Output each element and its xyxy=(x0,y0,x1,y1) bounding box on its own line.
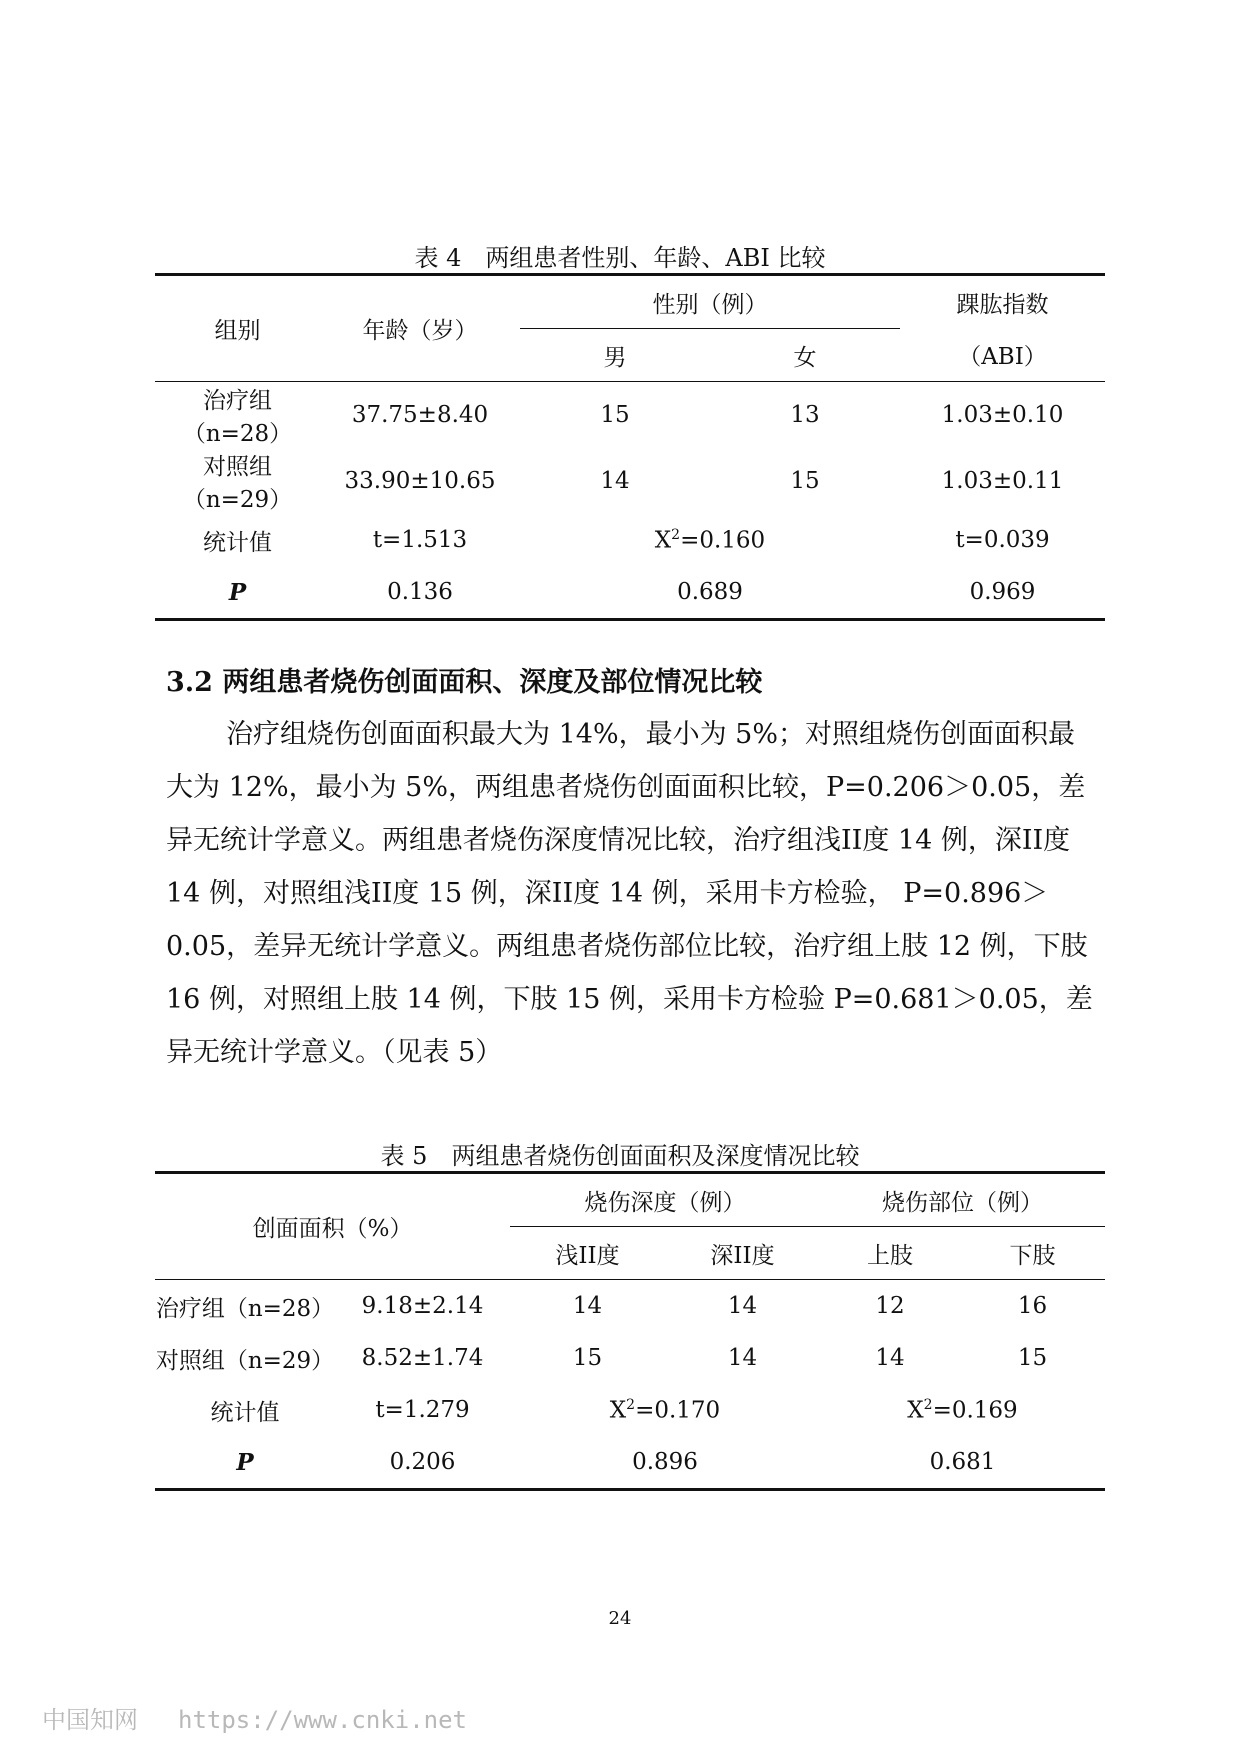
table-row xyxy=(155,1280,1105,1333)
table5 xyxy=(155,1171,1105,1491)
table4-row1-group: 治疗组（n=28） xyxy=(155,382,320,449)
table-row xyxy=(155,514,1105,566)
table4-header-female: 女 xyxy=(793,344,817,371)
table4-header-male: 男 xyxy=(603,344,627,371)
section-heading: 3.2 两组患者烧伤创面面积、深度及部位情况比较 xyxy=(166,667,763,698)
table4-caption: 表 4 两组患者性别、年龄、ABI 比较 xyxy=(414,244,826,272)
table-row xyxy=(155,1384,1105,1436)
watermark-site-name: 中国知网 xyxy=(42,1706,138,1734)
table5-row2-deep: 14 xyxy=(727,1345,758,1371)
table4-p-label: P xyxy=(228,578,247,606)
table5-row2-group: 对照组（n=29） xyxy=(155,1347,335,1374)
table4-header-group: 组别 xyxy=(214,318,261,344)
table5-stat-depth: $X^2=0.170$ xyxy=(609,1396,721,1424)
table5-row2-lower: 15 xyxy=(1017,1345,1048,1371)
table5-stat-area: t=1.279 xyxy=(375,1397,470,1423)
table-row xyxy=(155,566,1105,620)
table5-p-depth: 0.896 xyxy=(632,1449,698,1475)
table-row xyxy=(155,1332,1105,1384)
table4-stat-sex: $X^2=0.160$ xyxy=(654,526,766,554)
table4-row1-male: 15 xyxy=(520,382,710,449)
section-paragraph: 治疗组烧伤创面面积最大为 14%，最小为 5%；对照组烧伤创面面积最大为 12%，最小为 5%，两组患者烧伤创面面积比较，P=0.206＞0.05，差异无统计学意义。两组患者烧伤深度情况比较，治疗组浅II度 14 例，深II度 14 例，对照组浅II度 15 例，深II度 14 例，采用卡方检验， P=0.896＞0.05，差异无统计学意义。两组患者烧伤部位比较，治疗组上肢 12 例，下肢 16 例，对照组上肢 14 例，下肢 15 例，采用卡方检验 P=0.681＞0.05，差异无统计学意义。（见表 5） xyxy=(166,719,1093,1068)
table4-p-age: 0.136 xyxy=(387,579,453,605)
table5-p-area: 0.206 xyxy=(389,1449,456,1475)
table5-stat-site: $X^2=0.169$ xyxy=(907,1396,1018,1424)
table4-row2-abi: 1.03±0.11 xyxy=(941,468,1064,494)
table5-row1-area: 9.18±2.14 xyxy=(335,1280,510,1333)
table5-header-area: 创面面积（%） xyxy=(252,1216,413,1242)
table4-row2-female: 15 xyxy=(790,468,820,494)
table5-header-lower: 下肢 xyxy=(1009,1242,1056,1269)
page-number: 24 xyxy=(608,1608,632,1629)
table5-header-shallow: 浅II度 xyxy=(555,1242,620,1269)
table4-header-age: 年龄（岁） xyxy=(362,318,478,344)
table-row xyxy=(155,382,1105,449)
table5-header-depth: 烧伤深度（例） xyxy=(510,1173,820,1227)
table5-header-deep: 深II度 xyxy=(710,1242,775,1269)
table-row xyxy=(155,1436,1105,1490)
table4-row2-male: 14 xyxy=(600,468,630,494)
table5-row1-lower: 16 xyxy=(960,1280,1105,1333)
table5-row2-area: 8.52±1.74 xyxy=(361,1345,484,1371)
section-body xyxy=(166,708,1096,1079)
table5-row1-shallow: 14 xyxy=(510,1280,665,1333)
table4-p-abi: 0.969 xyxy=(969,579,1036,605)
table-row xyxy=(155,448,1105,514)
table4-stat-label: 统计值 xyxy=(203,529,272,556)
table4-p-sex: 0.689 xyxy=(677,579,743,605)
watermark-url: https://www.cnki.net xyxy=(178,1706,467,1734)
table5-stat-label: 统计值 xyxy=(210,1399,280,1426)
watermark xyxy=(42,1700,507,1735)
table4-row2-age: 33.90±10.65 xyxy=(344,468,496,494)
table5-caption: 表 5 两组患者烧伤创面面积及深度情况比较 xyxy=(380,1142,860,1170)
table4-row2-group: 对照组（n=29） xyxy=(182,454,293,513)
table5-header-site: 烧伤部位（例） xyxy=(820,1173,1105,1227)
table5-row2-upper: 14 xyxy=(875,1345,905,1371)
table4-row1-age: 37.75±8.40 xyxy=(320,382,520,449)
table4-stat-age: t=1.513 xyxy=(372,527,468,553)
table5-row1-upper: 12 xyxy=(820,1280,960,1333)
table5-p-site: 0.681 xyxy=(929,1449,996,1475)
table4-header-sex: 性别（例） xyxy=(520,275,900,329)
table4 xyxy=(155,273,1105,621)
table4-header-abi: 踝肱指数 xyxy=(956,291,1049,318)
table5-row1-deep: 14 xyxy=(665,1280,820,1333)
table4-stat-abi: t=0.039 xyxy=(955,527,1050,553)
table5-header-upper: 上肢 xyxy=(867,1242,913,1269)
table4-row1-abi: 1.03±0.10 xyxy=(900,382,1105,449)
table4-header-abi-unit: （ABI） xyxy=(958,344,1047,371)
table5-row2-shallow: 15 xyxy=(572,1345,603,1371)
table4-row1-female: 13 xyxy=(710,382,900,449)
table5-row1-group: 治疗组（n=28） xyxy=(155,1280,335,1333)
table5-p-label: P xyxy=(236,1448,254,1476)
